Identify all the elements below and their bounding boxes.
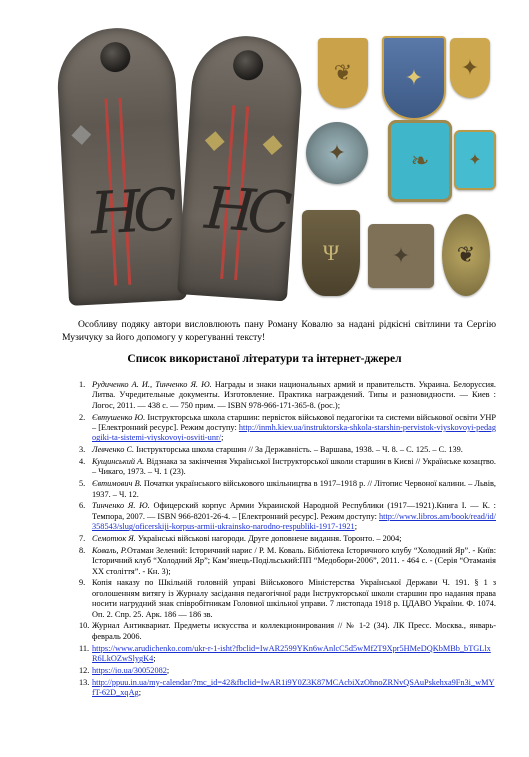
reference-author: Семотюк Я.: [92, 534, 136, 544]
reference-text: Отаман Зелений: Історичний нарис / Р. М. Коваль. Бібліотека Історичного клубу “Холодний Яр”. - Київ: Історичний клуб “Холодний Яр”; Кам’янець-Подільський:ПП “Медобори-2006”, 2011. - 464 с. - (Серія “Отаманія XX століття”. - Кн. 3);: [92, 545, 497, 576]
reference-author: Коваль, Р.: [92, 545, 128, 555]
reference-link[interactable]: http://www.libros.am/book/read/id/358543/slug/oficerskiji-korpus-armii-ukrainsko-narodno-respubliki-1917-1921: [92, 511, 496, 532]
reference-text: Відзнака за закінчення Української Інструкторської школи старшин в Києві // Українське козацтво. – Чикаго, 1973. – Ч. 1 (23).: [92, 457, 497, 477]
reference-number: 8.: [79, 545, 86, 555]
reference-number: 13.: [79, 677, 90, 687]
reference-number: 3.: [79, 445, 86, 455]
reference-text: Журнал Антиквариат. Предметы искусства и коллекционирования // № 1-2 (34). ЛК Пресс. Москва., январь-февраль 2006.: [92, 621, 496, 641]
reference-text: Інструкторська школа старшин: первісток військової педагогіки та системи військової освіти УНР – [Електронний ресурс]. Режим доступу:: [92, 412, 496, 433]
reference-punctuation: ;: [354, 522, 357, 532]
reference-item: [62, 546, 496, 577]
badge-round-enamel: ✦: [306, 122, 368, 184]
reference-item: [62, 621, 496, 642]
reference-link[interactable]: http://inmh.kiev.ua/instruktorska-shkola-starshin-pervistok-viyskovoyi-pedagogiki-ta-sistemi-viyskovoyi-osviti-unr/: [92, 423, 496, 443]
eagle-icon: ❦: [333, 60, 353, 85]
reference-number: 4.: [79, 457, 86, 467]
reference-item: [62, 534, 496, 544]
reference-item: [62, 666, 496, 676]
reference-item: [62, 479, 496, 500]
reference-text: Українські військові нагороди. Друге доповнене видання. Торонто. – 2004;: [135, 534, 402, 544]
reference-text: Офицерский корпус Армии Украинской Народной Республики (1917—1921).Книга I. — К. : Темпора, 2007. — ISBN 966-8201-26-4. – [Електронний ресурс]. Режим доступу:: [92, 501, 496, 521]
reference-item: [62, 457, 496, 478]
reference-author: Рудиченко А. И., Тинченко Я. Ю.: [92, 380, 212, 389]
reference-number: 10.: [79, 621, 90, 631]
reference-number: 9.: [79, 578, 86, 588]
reference-author: Тинченко Я. Ю.: [92, 501, 150, 511]
acknowledgement-paragraph: Особливу подяку автори висловлюють пану Роману Ковалю за надані рідкісні світлини та Сергію Музичуку за його допомогу у корегуванні тексту!: [62, 319, 496, 343]
badge-turquoise-small: ✦: [454, 130, 496, 190]
badge-turquoise-large: ❧: [388, 120, 452, 202]
shoulder-strap-left: НС: [55, 25, 187, 306]
reference-text: Початки українського військового шкільництва в 1917–1918 р. // Літопис Червоної калини. – Львів, 1937. – Ч. 12.: [92, 479, 496, 499]
reference-number: 11.: [79, 643, 90, 653]
reference-number: 5.: [79, 479, 86, 489]
reference-number: 6.: [79, 501, 86, 511]
badge-trident-shield: [318, 38, 368, 108]
reference-punctuation: ;: [153, 654, 156, 664]
shoulder-strap-right: НС: [177, 32, 305, 301]
reference-punctuation: ;: [166, 665, 170, 675]
reference-item: [62, 678, 496, 699]
reference-item: [62, 380, 496, 411]
reference-link[interactable]: https://www.arudichenko.com/ukr-r-1-isht?fbclid=IwAR2599YKn6wAnlcC5d5wMf2T9Xpr5HMeDQKbMBb_bTGLlxR6LkOZwSlygK4: [92, 643, 491, 664]
reference-number: 1.: [79, 380, 86, 389]
badge-gold-shield: ✦: [450, 38, 490, 98]
references-list: [62, 380, 496, 700]
reference-punctuation: ;: [221, 433, 224, 443]
reference-text: Інструкторська школа старшин // За Державність. – Варшава, 1938. – Ч. 8. – С. 125. – С. 139.: [134, 445, 463, 455]
reference-item: [62, 578, 496, 620]
reference-punctuation: ;: [138, 688, 142, 698]
reference-number: 7.: [79, 534, 86, 544]
reference-text: Копія наказу по Шкільній головній управі Військового Міністерства Української Держави Ч. 191. § 1 з оголошенням витягу із Журналу засідання педагогічної ради Інструкторської школи старшин про надання права носити нагрудний знак співробітникам Головної шкільної управи. 7 листопада 1918 р. ЦДАВО України. Ф. 1074. Оп. 2. Спр. 25. Арк. 186 — 186 зв.: [92, 578, 496, 619]
reference-author: Євтимович В.: [92, 479, 142, 489]
reference-link[interactable]: https://io.ua/30052082: [92, 665, 167, 675]
reference-item: [62, 445, 496, 455]
reference-number: 2.: [79, 412, 86, 422]
reference-number: 12.: [79, 665, 90, 675]
reference-author: Кущинський А.: [92, 457, 145, 467]
artifacts-photo: [62, 28, 494, 308]
badge-bronze-rect: ✦: [368, 224, 434, 288]
reference-author: Левченко С.: [92, 445, 135, 455]
references-heading: Список використаної літератури та інтернет-джерел: [127, 353, 402, 365]
reference-text: Награды и знаки национальных армий и правительств. Украина. Белоруссия. Литва. Учредительные документы. Изготовление. Практика награждений. Типы и разновидности. — Киев : Логос, 2011. — 438 с. — 750 прим. — ISBN 978-966-171-365-8. (рос.);: [92, 380, 496, 410]
reference-item: [62, 644, 496, 665]
reference-item: [62, 501, 496, 532]
badge-oval-brass: ❦: [442, 214, 490, 296]
badge-blue-shield: ✦: [382, 36, 446, 120]
reference-author: Євтушенко Ю.: [92, 412, 146, 422]
reference-link[interactable]: http://ppuu.in.ua/my-calendar/?mc_id=42&fbclid=IwAR1i9Y0Z3K87MCAcbiXzOhnoZRNvQSAuPskehxa9Fn3i_wMYfT-62D_xqAg: [92, 677, 495, 698]
reference-item: [62, 413, 496, 444]
badge-trident-dark: Ψ: [302, 210, 360, 296]
